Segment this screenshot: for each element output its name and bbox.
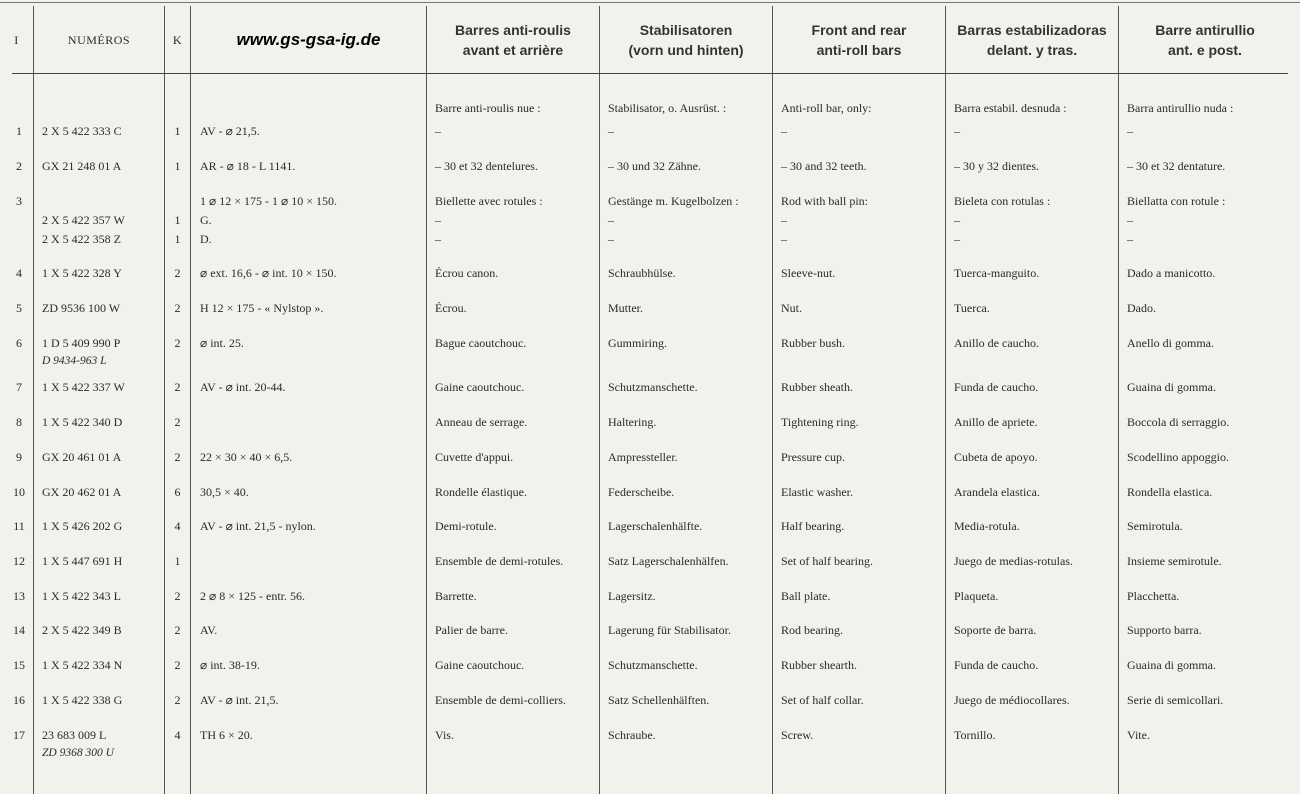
cell-de: Federscheibe. bbox=[608, 485, 675, 499]
cell-it: Guaina di gomma. bbox=[1127, 658, 1216, 672]
cell-num: 1 X 5 447 691 H bbox=[42, 554, 123, 568]
cell-fr: – 30 et 32 dentelures. bbox=[435, 159, 538, 173]
cell-num: 1 X 5 422 340 D bbox=[42, 415, 123, 429]
column-divider bbox=[772, 6, 773, 794]
cell-de: Satz Schellenhälften. bbox=[608, 693, 710, 707]
header-spanish-line1: Barras estabilizadoras bbox=[957, 22, 1107, 38]
cell-en: Set of half bearing. bbox=[781, 554, 873, 568]
top-border bbox=[0, 2, 1300, 3]
cell-fr: Écrou canon. bbox=[435, 266, 499, 280]
cell-it: Dado a manicotto. bbox=[1127, 266, 1216, 280]
cell-es: Plaqueta. bbox=[954, 589, 999, 603]
header-english bbox=[773, 10, 945, 70]
cell-it: Scodellino appoggio. bbox=[1127, 450, 1229, 464]
cell-fr: Barrette. bbox=[435, 589, 477, 603]
cell-spec: G. bbox=[200, 213, 212, 227]
cell-de: Lagersitz. bbox=[608, 589, 656, 603]
header-german-line1: Stabilisatoren bbox=[639, 22, 733, 38]
cell-i: 16 bbox=[13, 693, 25, 707]
cell-en: Set of half collar. bbox=[781, 693, 864, 707]
cell-it: Boccola di serraggio. bbox=[1127, 415, 1230, 429]
cell-es: Tuerca-manguito. bbox=[954, 266, 1040, 280]
cell-k: 4 bbox=[174, 519, 181, 533]
cell-es: Cubeta de apoyo. bbox=[954, 450, 1038, 464]
cell-num: 1 X 5 422 334 N bbox=[42, 658, 123, 672]
cell-en: Pressure cup. bbox=[781, 450, 845, 464]
header-quantity: K bbox=[172, 32, 183, 47]
cell-k: 6 bbox=[174, 485, 181, 499]
cell-de: – bbox=[608, 213, 614, 227]
cell-de: Mutter. bbox=[608, 301, 643, 315]
cell-es: Anillo de caucho. bbox=[954, 336, 1039, 350]
cell-i: 12 bbox=[13, 554, 25, 568]
header-german-line2: (vorn und hinten) bbox=[628, 42, 744, 58]
cell-fr: Ensemble de demi-colliers. bbox=[435, 693, 566, 707]
cell-fr: Anneau de serrage. bbox=[435, 415, 528, 429]
cell-fr: Ensemble de demi-rotules. bbox=[435, 554, 564, 568]
cell-i: 17 bbox=[13, 728, 25, 742]
cell-i: 1 bbox=[16, 124, 22, 138]
cell-k: 1 bbox=[174, 213, 181, 227]
cell-es: Barra estabil. desnuda : bbox=[954, 101, 1067, 115]
cell-en: Rubber shearth. bbox=[781, 658, 857, 672]
cell-en: Elastic washer. bbox=[781, 485, 853, 499]
cell-num: ZD 9368 300 U bbox=[42, 747, 114, 759]
cell-num: 1 X 5 426 202 G bbox=[42, 519, 123, 533]
cell-i: 8 bbox=[16, 415, 22, 429]
cell-de: Gestänge m. Kugelbolzen : bbox=[608, 194, 739, 208]
cell-num: 2 X 5 422 333 C bbox=[42, 124, 122, 138]
cell-fr: Gaine caoutchouc. bbox=[435, 380, 525, 394]
cell-spec: AV - ⌀ 21,5. bbox=[200, 124, 260, 138]
cell-es: Bieleta con rotulas : bbox=[954, 194, 1051, 208]
cell-en: Sleeve-nut. bbox=[781, 266, 836, 280]
cell-spec: ⌀ int. 25. bbox=[200, 336, 244, 350]
header-french-line2: avant et arrière bbox=[462, 42, 564, 58]
cell-en: – bbox=[781, 232, 787, 246]
cell-k: 1 bbox=[174, 159, 181, 173]
cell-de: Lagerung für Stabilisator. bbox=[608, 623, 731, 637]
cell-it: Placchetta. bbox=[1127, 589, 1180, 603]
cell-spec: 1 ⌀ 12 × 175 - 1 ⌀ 10 × 150. bbox=[200, 194, 337, 208]
header-spanish bbox=[946, 10, 1118, 70]
column-divider bbox=[599, 6, 600, 794]
cell-i: 2 bbox=[16, 159, 22, 173]
cell-en: Rod bearing. bbox=[781, 623, 843, 637]
cell-en: Rubber bush. bbox=[781, 336, 845, 350]
cell-k: 2 bbox=[174, 336, 181, 350]
cell-fr: Biellette avec rotules : bbox=[435, 194, 543, 208]
cell-spec: 30,5 × 40. bbox=[200, 485, 249, 499]
cell-num: D 9434-963 L bbox=[42, 355, 107, 367]
cell-k: 1 bbox=[174, 554, 181, 568]
cell-de: Schutzmanschette. bbox=[608, 658, 698, 672]
cell-it: Barra antirullio nuda : bbox=[1127, 101, 1234, 115]
cell-de: Schutzmanschette. bbox=[608, 380, 698, 394]
cell-it: Dado. bbox=[1127, 301, 1156, 315]
cell-fr: – bbox=[435, 232, 441, 246]
header-index: I bbox=[14, 32, 19, 47]
cell-es: Juego de médiocollares. bbox=[954, 693, 1070, 707]
header-english-line2: anti-roll bars bbox=[816, 42, 902, 58]
cell-num: GX 20 462 01 A bbox=[42, 485, 122, 499]
cell-it: Anello di gomma. bbox=[1127, 336, 1214, 350]
header-rule bbox=[12, 73, 1288, 74]
cell-en: Ball plate. bbox=[781, 589, 831, 603]
cell-en: Anti-roll bar, only: bbox=[781, 101, 872, 115]
cell-de: – 30 und 32 Zähne. bbox=[608, 159, 701, 173]
header-italian bbox=[1119, 10, 1291, 70]
header-italian-line2: ant. e post. bbox=[1168, 42, 1242, 58]
cell-it: Guaina di gomma. bbox=[1127, 380, 1216, 394]
cell-fr: Bague caoutchouc. bbox=[435, 336, 527, 350]
cell-fr: Rondelle élastique. bbox=[435, 485, 527, 499]
cell-en: Screw. bbox=[781, 728, 814, 742]
header-italian-line1: Barre antirullio bbox=[1155, 22, 1255, 38]
cell-fr: Vis. bbox=[435, 728, 454, 742]
cell-num: 1 X 5 422 338 G bbox=[42, 693, 123, 707]
header-french-line1: Barres anti-roulis bbox=[455, 22, 571, 38]
cell-de: Gummiring. bbox=[608, 336, 667, 350]
cell-it: Semirotula. bbox=[1127, 519, 1183, 533]
cell-k: 1 bbox=[174, 124, 181, 138]
cell-num: GX 21 248 01 A bbox=[42, 159, 122, 173]
cell-en: – bbox=[781, 124, 787, 138]
cell-spec: AV - ⌀ int. 21,5. bbox=[200, 693, 279, 707]
cell-es: – 30 y 32 dientes. bbox=[954, 159, 1039, 173]
cell-num: 2 X 5 422 349 B bbox=[42, 623, 122, 637]
cell-fr: Demi-rotule. bbox=[435, 519, 497, 533]
cell-k: 2 bbox=[174, 658, 181, 672]
cell-i: 15 bbox=[13, 658, 25, 672]
cell-fr: Cuvette d'appui. bbox=[435, 450, 514, 464]
cell-en: – bbox=[781, 213, 787, 227]
cell-de: Stabilisator, o. Ausrüst. : bbox=[608, 101, 727, 115]
cell-spec: 2 ⌀ 8 × 125 - entr. 56. bbox=[200, 589, 305, 603]
cell-i: 11 bbox=[13, 519, 25, 533]
cell-k: 2 bbox=[174, 380, 181, 394]
cell-it: Rondella elastica. bbox=[1127, 485, 1213, 499]
cell-es: Funda de caucho. bbox=[954, 380, 1039, 394]
header-french bbox=[427, 10, 599, 70]
cell-spec: H 12 × 175 - « Nylstop ». bbox=[200, 301, 324, 315]
cell-es: Anillo de apriete. bbox=[954, 415, 1038, 429]
column-divider bbox=[426, 6, 427, 794]
cell-num: 1 X 5 422 343 L bbox=[42, 589, 121, 603]
cell-spec: D. bbox=[200, 232, 212, 246]
cell-it: Biellatta con rotule : bbox=[1127, 194, 1226, 208]
column-divider bbox=[190, 6, 191, 794]
cell-k: 2 bbox=[174, 589, 181, 603]
cell-spec: AR - ⌀ 18 - L 1141. bbox=[200, 159, 296, 173]
cell-de: Schraubhülse. bbox=[608, 266, 676, 280]
cell-num: GX 20 461 01 A bbox=[42, 450, 122, 464]
cell-fr: Écrou. bbox=[435, 301, 467, 315]
cell-en: – 30 and 32 teeth. bbox=[781, 159, 867, 173]
cell-fr: Palier de barre. bbox=[435, 623, 508, 637]
cell-i: 14 bbox=[13, 623, 25, 637]
cell-de: – bbox=[608, 232, 614, 246]
cell-it: Insieme semirotule. bbox=[1127, 554, 1222, 568]
cell-en: Rod with ball pin: bbox=[781, 194, 868, 208]
cell-fr: Gaine caoutchouc. bbox=[435, 658, 525, 672]
cell-num: 1 D 5 409 990 P bbox=[42, 336, 121, 350]
cell-i: 13 bbox=[13, 589, 25, 603]
cell-k: 2 bbox=[174, 266, 181, 280]
cell-es: – bbox=[954, 213, 960, 227]
cell-fr: – bbox=[435, 124, 441, 138]
cell-es: – bbox=[954, 232, 960, 246]
cell-it: – 30 et 32 dentature. bbox=[1127, 159, 1226, 173]
header-english-line1: Front and rear bbox=[811, 22, 907, 38]
column-divider bbox=[1118, 6, 1119, 794]
cell-it: Vite. bbox=[1127, 728, 1150, 742]
cell-i: 5 bbox=[16, 301, 22, 315]
cell-it: – bbox=[1127, 213, 1133, 227]
cell-fr: – bbox=[435, 213, 441, 227]
cell-num: 1 X 5 422 328 Y bbox=[42, 266, 122, 280]
cell-es: Arandela elastica. bbox=[954, 485, 1040, 499]
cell-de: – bbox=[608, 124, 614, 138]
cell-k: 2 bbox=[174, 415, 181, 429]
cell-i: 4 bbox=[16, 266, 22, 280]
cell-es: Media-rotula. bbox=[954, 519, 1020, 533]
cell-i: 9 bbox=[16, 450, 22, 464]
cell-k: 1 bbox=[174, 232, 181, 246]
cell-num: 1 X 5 422 337 W bbox=[42, 380, 125, 394]
cell-de: Schraube. bbox=[608, 728, 656, 742]
cell-spec: ⌀ ext. 16,6 - ⌀ int. 10 × 150. bbox=[200, 266, 337, 280]
cell-en: Rubber sheath. bbox=[781, 380, 853, 394]
cell-de: Satz Lagerschalenhälfen. bbox=[608, 554, 729, 568]
cell-es: Tornillo. bbox=[954, 728, 996, 742]
cell-de: Lagerschalenhälfte. bbox=[608, 519, 703, 533]
cell-spec: AV - ⌀ int. 21,5 - nylon. bbox=[200, 519, 316, 533]
cell-k: 2 bbox=[174, 301, 181, 315]
cell-k: 2 bbox=[174, 450, 181, 464]
cell-it: Serie di semicollari. bbox=[1127, 693, 1224, 707]
cell-i: 10 bbox=[13, 485, 25, 499]
column-divider bbox=[945, 6, 946, 794]
header-german bbox=[600, 10, 772, 70]
cell-i: 7 bbox=[16, 380, 22, 394]
header-numeros: NUMÉROS bbox=[67, 32, 131, 47]
cell-num: ZD 9536 100 W bbox=[42, 301, 121, 315]
cell-en: Half bearing. bbox=[781, 519, 845, 533]
cell-en: Tightening ring. bbox=[781, 415, 859, 429]
cell-es: Funda de caucho. bbox=[954, 658, 1039, 672]
cell-de: Haltering. bbox=[608, 415, 657, 429]
cell-num: 2 X 5 422 358 Z bbox=[42, 232, 121, 246]
cell-es: Tuerca. bbox=[954, 301, 990, 315]
cell-k: 2 bbox=[174, 623, 181, 637]
column-divider bbox=[33, 6, 34, 794]
website-watermark: www.gs-gsa-ig.de bbox=[236, 30, 381, 49]
cell-es: – bbox=[954, 124, 960, 138]
cell-spec: TH 6 × 20. bbox=[200, 728, 253, 742]
cell-it: – bbox=[1127, 124, 1133, 138]
cell-spec: 22 × 30 × 40 × 6,5. bbox=[200, 450, 293, 464]
cell-spec: AV. bbox=[200, 623, 218, 637]
cell-fr: Barre anti-roulis nue : bbox=[435, 101, 541, 115]
cell-i: 3 bbox=[16, 194, 22, 208]
cell-num: 2 X 5 422 357 W bbox=[42, 213, 125, 227]
header-spanish-line2: delant. y tras. bbox=[986, 42, 1078, 58]
cell-spec: AV - ⌀ int. 20-44. bbox=[200, 380, 286, 394]
cell-num: 23 683 009 L bbox=[42, 728, 107, 742]
cell-es: Soporte de barra. bbox=[954, 623, 1037, 637]
cell-k: 2 bbox=[174, 693, 181, 707]
cell-it: Supporto barra. bbox=[1127, 623, 1202, 637]
cell-it: – bbox=[1127, 232, 1133, 246]
cell-en: Nut. bbox=[781, 301, 802, 315]
cell-k: 4 bbox=[174, 728, 181, 742]
cell-de: Ampressteller. bbox=[608, 450, 678, 464]
cell-es: Juego de medias-rotulas. bbox=[954, 554, 1073, 568]
cell-i: 6 bbox=[16, 336, 22, 350]
cell-spec: ⌀ int. 38-19. bbox=[200, 658, 260, 672]
